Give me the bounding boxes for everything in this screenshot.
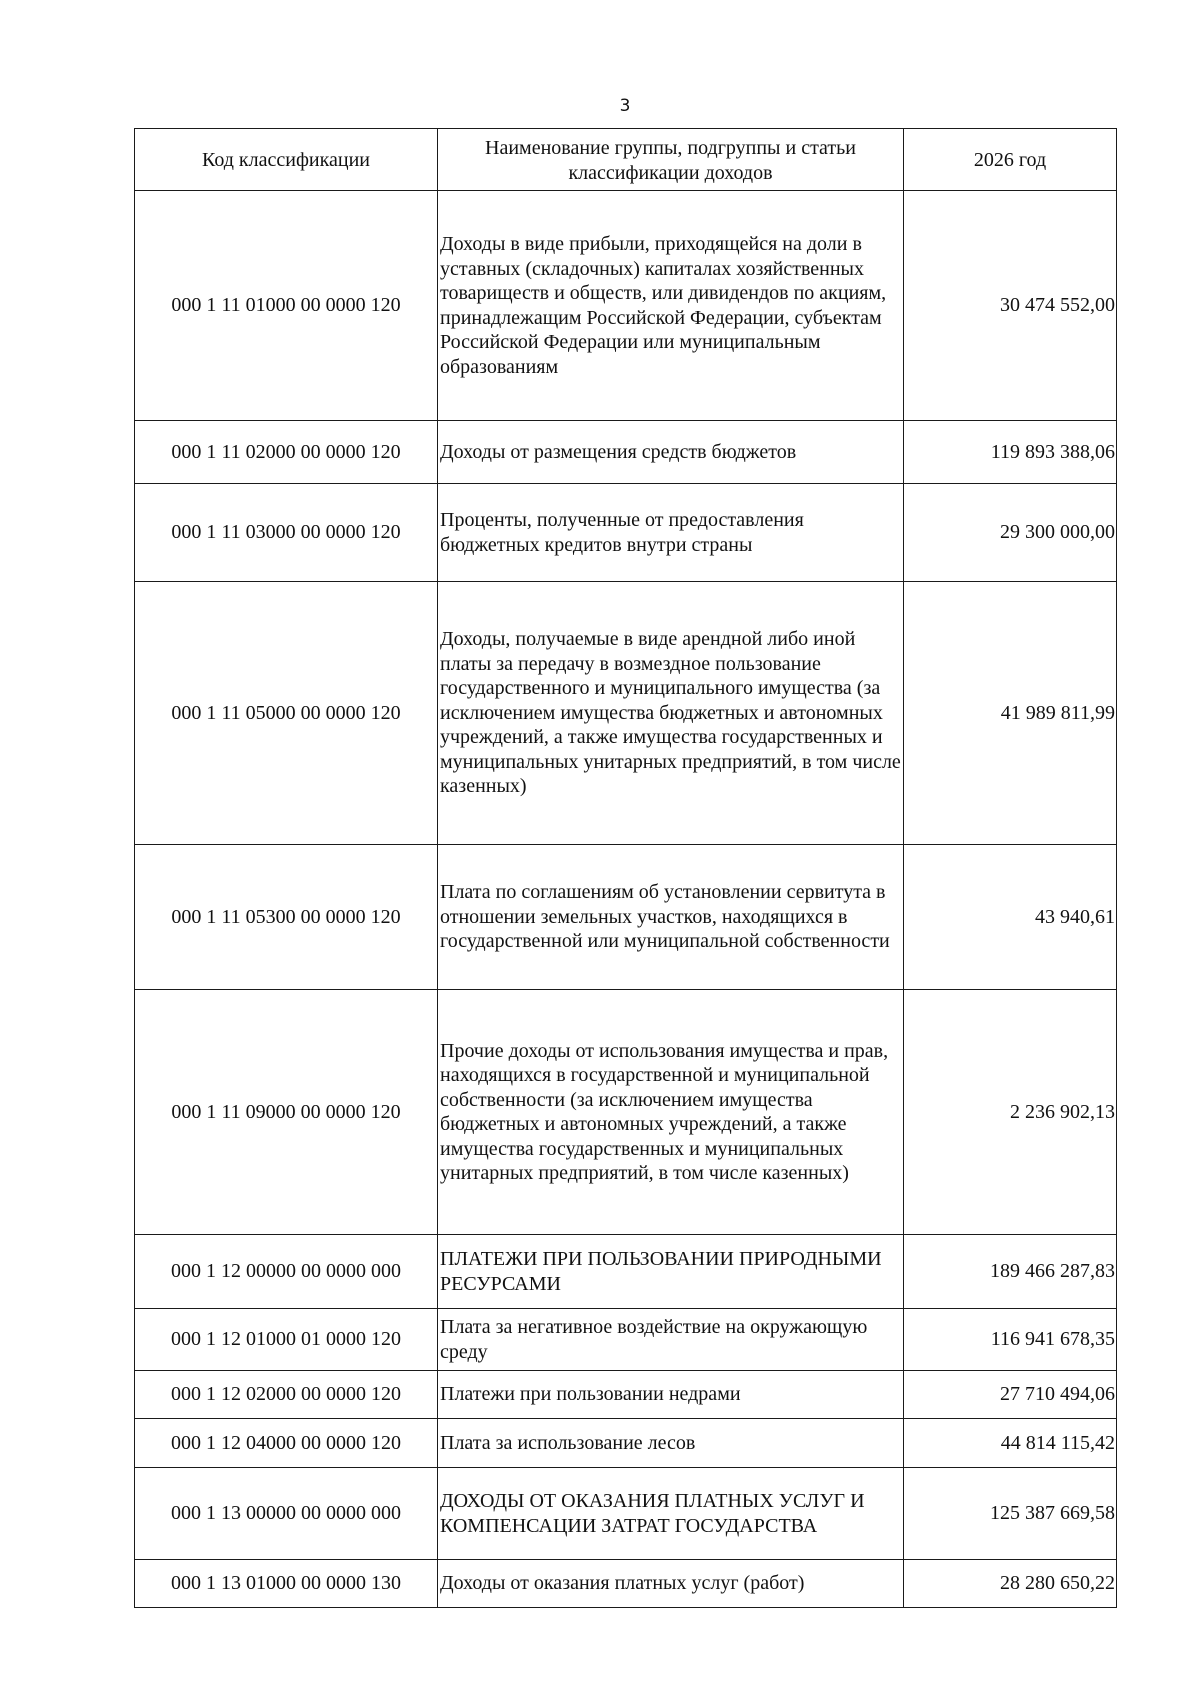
row-amount: 28 280 650,22 bbox=[904, 1560, 1117, 1608]
table-row bbox=[135, 1371, 1117, 1419]
table-row bbox=[135, 1235, 1117, 1309]
row-name: ПЛАТЕЖИ ПРИ ПОЛЬЗОВАНИИ ПРИРОДНЫМИ РЕСУРСАМИ bbox=[438, 1235, 904, 1309]
row-code: 000 1 11 05000 00 0000 120 bbox=[135, 582, 438, 845]
row-code: 000 1 12 01000 01 0000 120 bbox=[135, 1309, 438, 1371]
row-amount: 189 466 287,83 bbox=[904, 1235, 1117, 1309]
row-amount: 27 710 494,06 bbox=[904, 1371, 1117, 1419]
row-amount: 125 387 669,58 bbox=[904, 1468, 1117, 1560]
row-amount: 29 300 000,00 bbox=[904, 484, 1117, 582]
row-amount: 44 814 115,42 bbox=[904, 1419, 1117, 1468]
row-amount: 43 940,61 bbox=[904, 845, 1117, 990]
table-row bbox=[135, 582, 1117, 845]
row-name: Платежи при пользовании недрами bbox=[438, 1371, 904, 1419]
row-code: 000 1 12 02000 00 0000 120 bbox=[135, 1371, 438, 1419]
row-code: 000 1 11 02000 00 0000 120 bbox=[135, 421, 438, 484]
header-code: Код классификации bbox=[135, 129, 438, 191]
row-code: 000 1 11 01000 00 0000 120 bbox=[135, 191, 438, 421]
row-name: Доходы в виде прибыли, приходящейся на доли в уставных (складочных) капиталах хозяйственных товариществ и обществ, или дивидендов по акциям, принадлежащим Российской Федерации, субъектам Российской Федерации или муниципальным образованиям bbox=[438, 191, 904, 421]
table-row bbox=[135, 1309, 1117, 1371]
row-name: ДОХОДЫ ОТ ОКАЗАНИЯ ПЛАТНЫХ УСЛУГ И КОМПЕНСАЦИИ ЗАТРАТ ГОСУДАРСТВА bbox=[438, 1468, 904, 1560]
header-year: 2026 год bbox=[904, 129, 1117, 191]
row-code: 000 1 11 05300 00 0000 120 bbox=[135, 845, 438, 990]
row-name: Прочие доходы от использования имущества и прав, находящихся в государственной и муниципальной собственности (за исключением имущества бюджетных и автономных учреждений, а также имущества государственных и муниципальных унитарных предприятий, в том числе казенных) bbox=[438, 990, 904, 1235]
row-amount: 30 474 552,00 bbox=[904, 191, 1117, 421]
row-code: 000 1 12 00000 00 0000 000 bbox=[135, 1235, 438, 1309]
row-code: 000 1 11 03000 00 0000 120 bbox=[135, 484, 438, 582]
row-code: 000 1 13 01000 00 0000 130 bbox=[135, 1560, 438, 1608]
row-amount: 2 236 902,13 bbox=[904, 990, 1117, 1235]
page-number: 3 bbox=[619, 96, 631, 116]
table-row bbox=[135, 1419, 1117, 1468]
row-name: Плата по соглашениям об установлении сервитута в отношении земельных участков, находящихся в государственной или муниципальной собственности bbox=[438, 845, 904, 990]
table-row bbox=[135, 845, 1117, 990]
row-name: Доходы, получаемые в виде арендной либо иной платы за передачу в возмездное пользование государственного и муниципального имущества (за исключением имущества бюджетных и автономных учреждений, а также имущества государственных и муниципальных унитарных предприятий, в том числе казенных) bbox=[438, 582, 904, 845]
row-name: Доходы от размещения средств бюджетов bbox=[438, 421, 904, 484]
row-amount: 41 989 811,99 bbox=[904, 582, 1117, 845]
row-code: 000 1 12 04000 00 0000 120 bbox=[135, 1419, 438, 1468]
row-name: Проценты, полученные от предоставления бюджетных кредитов внутри страны bbox=[438, 484, 904, 582]
table-row bbox=[135, 1560, 1117, 1608]
table-row bbox=[135, 191, 1117, 421]
header-name: Наименование группы, подгруппы и статьи классификации доходов bbox=[438, 129, 904, 191]
row-name: Плата за негативное воздействие на окружающую среду bbox=[438, 1309, 904, 1371]
row-code: 000 1 13 00000 00 0000 000 bbox=[135, 1468, 438, 1560]
row-code: 000 1 11 09000 00 0000 120 bbox=[135, 990, 438, 1235]
table-row bbox=[135, 421, 1117, 484]
income-classification-table bbox=[134, 128, 1117, 1608]
table-row bbox=[135, 1468, 1117, 1560]
table-header-row bbox=[135, 129, 1117, 191]
table-row bbox=[135, 484, 1117, 582]
row-name: Доходы от оказания платных услуг (работ) bbox=[438, 1560, 904, 1608]
row-amount: 119 893 388,06 bbox=[904, 421, 1117, 484]
row-name: Плата за использование лесов bbox=[438, 1419, 904, 1468]
row-amount: 116 941 678,35 bbox=[904, 1309, 1117, 1371]
table-row bbox=[135, 990, 1117, 1235]
